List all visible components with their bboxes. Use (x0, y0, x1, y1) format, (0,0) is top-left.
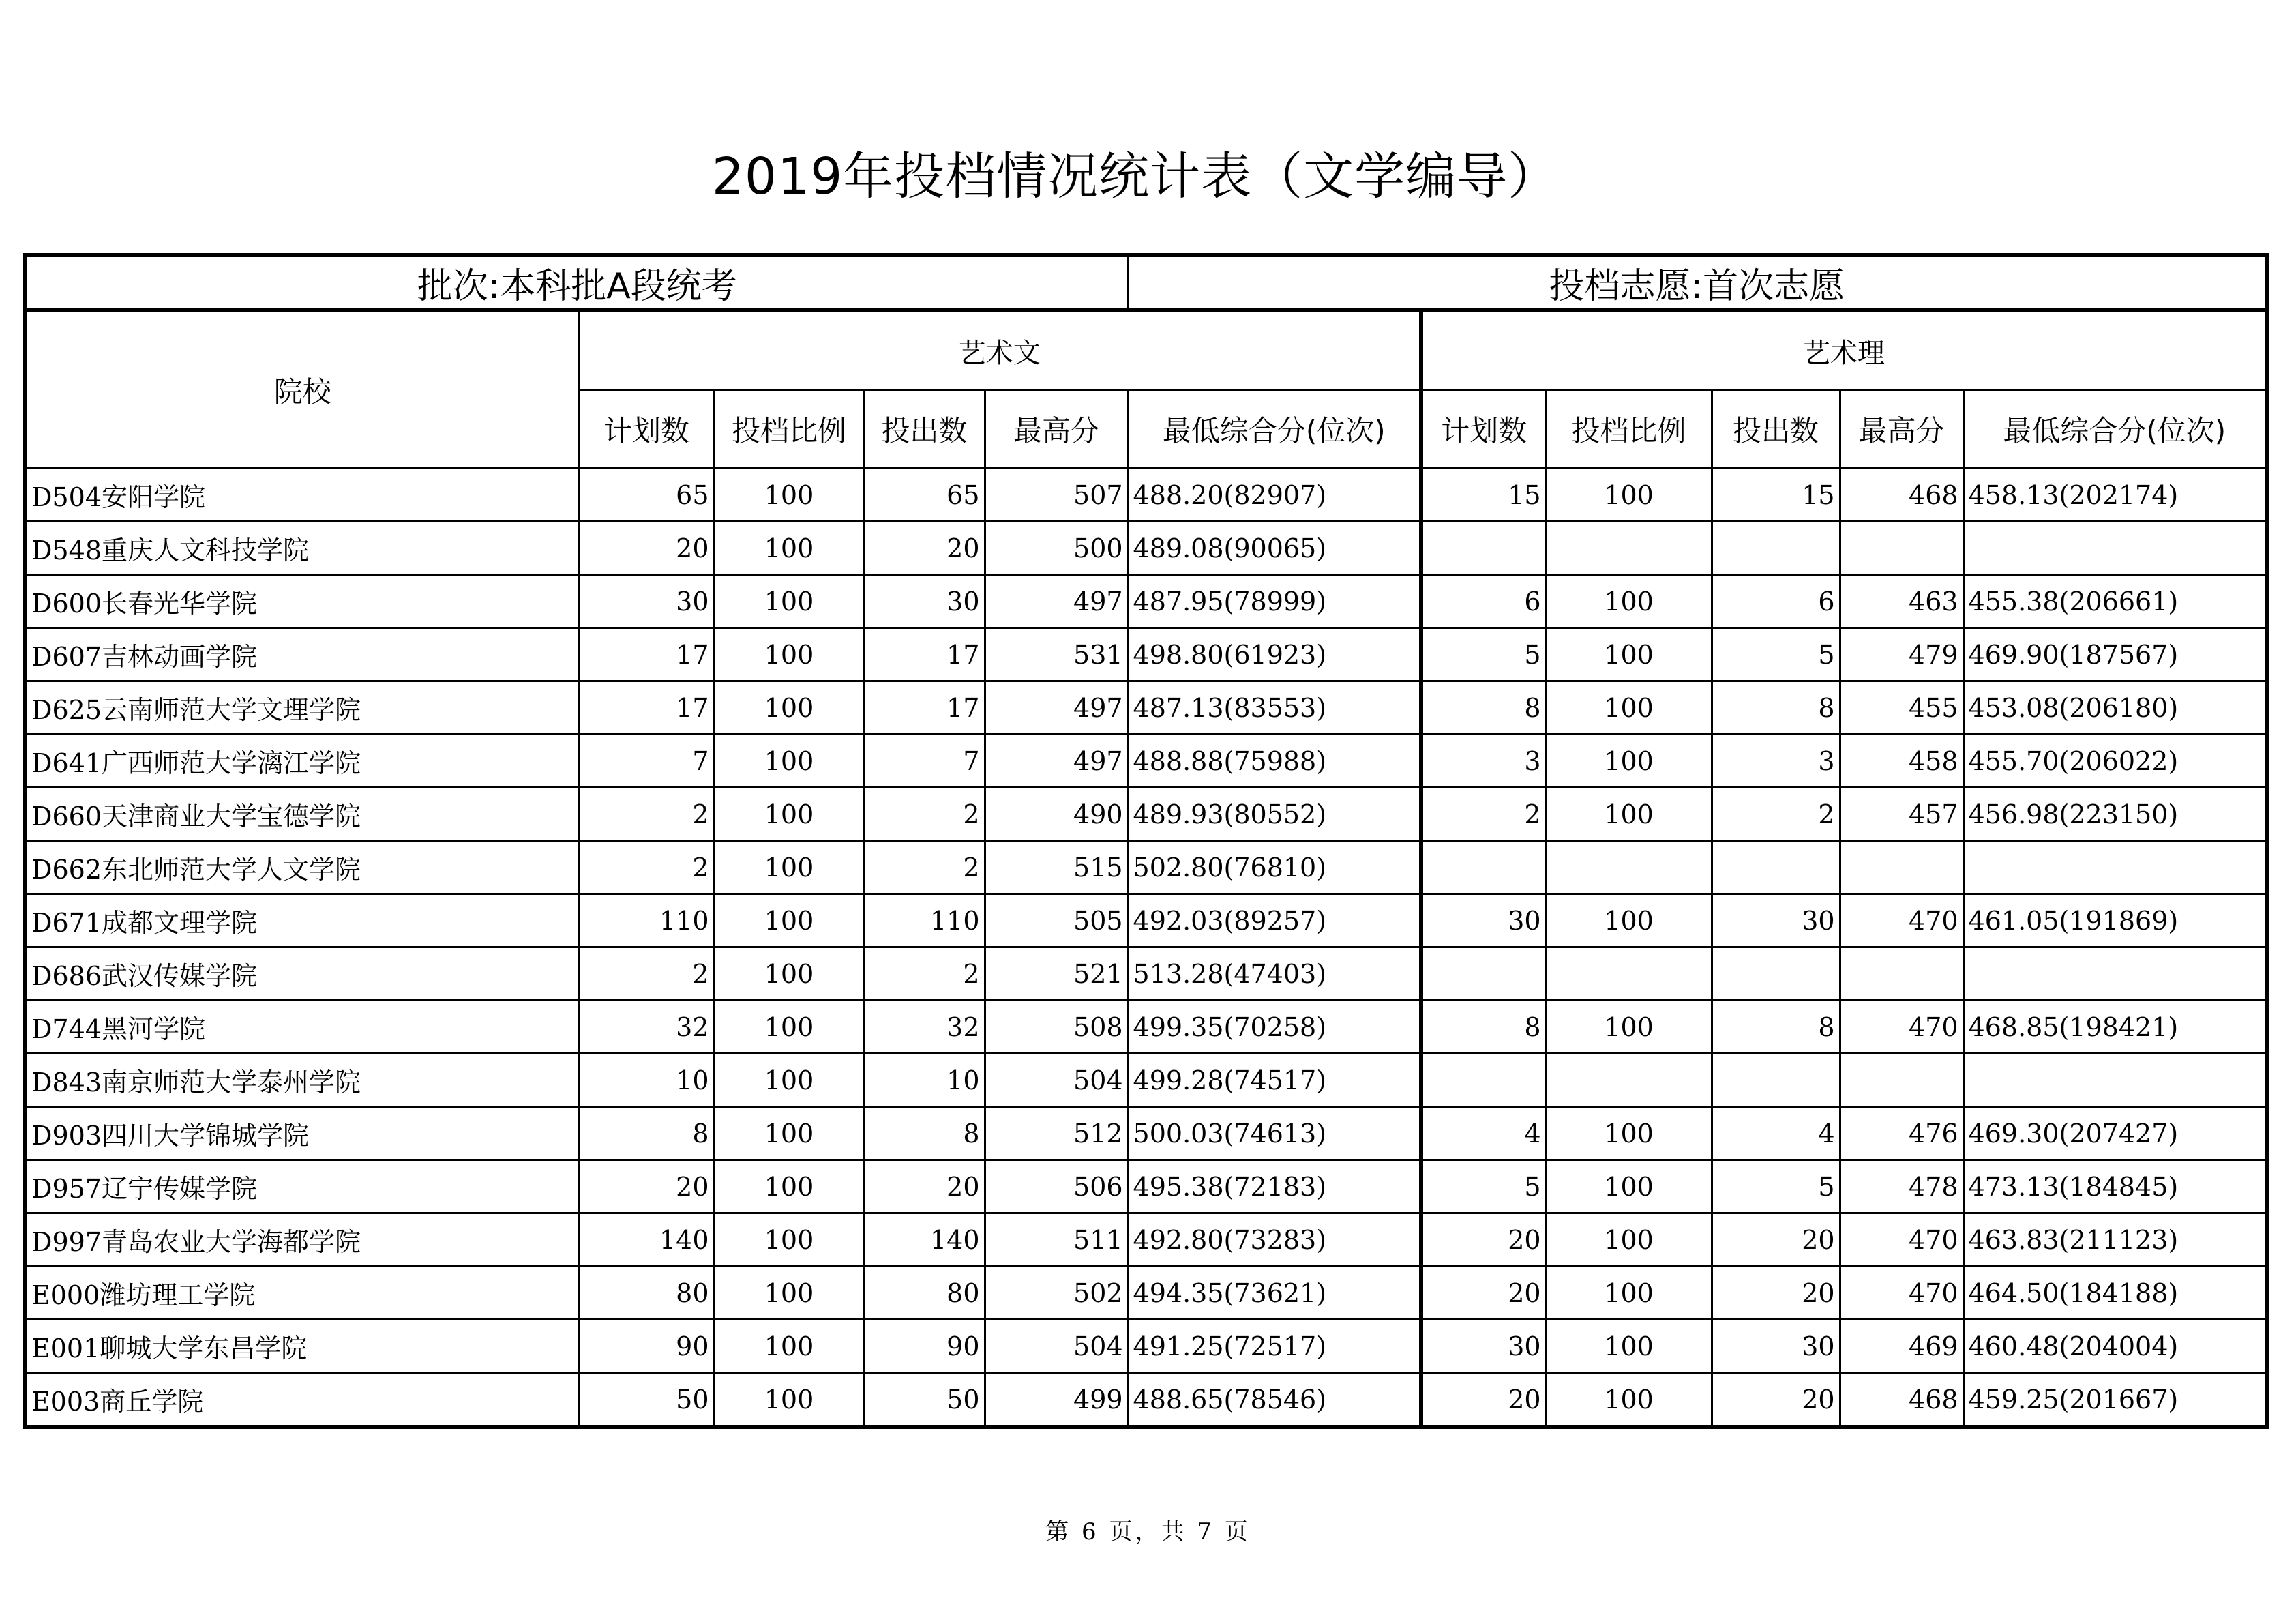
cell-l-min (1963, 841, 2267, 894)
cell-l-ratio: 100 (1546, 1373, 1712, 1428)
header-w-min: 最低综合分(位次) (1128, 390, 1421, 469)
cell-w-plan: 2 (579, 947, 714, 1001)
cell-w-min: 500.03(74613) (1128, 1107, 1421, 1160)
cell-school: D641广西师范大学漓江学院 (25, 735, 579, 788)
cell-school: D671成都文理学院 (25, 894, 579, 947)
cell-l-min: 458.13(202174) (1963, 469, 2267, 522)
table-row (25, 469, 2267, 522)
cell-w-min: 494.35(73621) (1128, 1267, 1421, 1320)
cell-l-out: 8 (1712, 1001, 1840, 1054)
cell-l-min: 473.13(184845) (1963, 1160, 2267, 1213)
table-row (25, 1054, 2267, 1107)
cell-w-ratio: 100 (714, 1267, 864, 1320)
cell-w-ratio: 100 (714, 788, 864, 841)
cell-w-out: 140 (864, 1213, 985, 1267)
cell-l-ratio: 100 (1546, 1001, 1712, 1054)
cell-l-max: 478 (1840, 1160, 1963, 1213)
cell-l-ratio: 100 (1546, 1213, 1712, 1267)
cell-w-max: 531 (985, 628, 1128, 681)
cell-school: D660天津商业大学宝德学院 (25, 788, 579, 841)
cell-l-ratio (1546, 1054, 1712, 1107)
cell-school: D548重庆人文科技学院 (25, 522, 579, 575)
cell-w-ratio: 100 (714, 1107, 864, 1160)
cell-w-plan: 20 (579, 522, 714, 575)
table-row (25, 522, 2267, 575)
table-row (25, 1107, 2267, 1160)
cell-w-min: 488.65(78546) (1128, 1373, 1421, 1428)
cell-l-min: 469.30(207427) (1963, 1107, 2267, 1160)
cell-l-ratio: 100 (1546, 1160, 1712, 1213)
cell-l-plan (1421, 841, 1546, 894)
cell-l-max (1840, 1054, 1963, 1107)
batch-label: 批次:本科批A段统考 (25, 255, 1128, 310)
cell-l-out (1712, 1054, 1840, 1107)
cell-l-ratio: 100 (1546, 469, 1712, 522)
cell-w-plan: 90 (579, 1320, 714, 1373)
cell-w-out: 32 (864, 1001, 985, 1054)
header-l-plan: 计划数 (1421, 390, 1546, 469)
cell-w-ratio: 100 (714, 735, 864, 788)
cell-w-ratio: 100 (714, 469, 864, 522)
cell-school: D903四川大学锦城学院 (25, 1107, 579, 1160)
header-group-li: 艺术理 (1421, 310, 2267, 390)
cell-school: D607吉林动画学院 (25, 628, 579, 681)
table-row (25, 894, 2267, 947)
cell-l-min (1963, 1054, 2267, 1107)
cell-l-max: 463 (1840, 575, 1963, 628)
cell-school: D504安阳学院 (25, 469, 579, 522)
cell-l-min (1963, 947, 2267, 1001)
cell-w-out: 10 (864, 1054, 985, 1107)
cell-w-plan: 17 (579, 628, 714, 681)
cell-l-plan: 2 (1421, 788, 1546, 841)
cell-l-out: 8 (1712, 681, 1840, 735)
header-group-wen: 艺术文 (579, 310, 1421, 390)
cell-l-plan: 3 (1421, 735, 1546, 788)
cell-w-out: 80 (864, 1267, 985, 1320)
cell-l-min: 469.90(187567) (1963, 628, 2267, 681)
cell-l-min: 463.83(211123) (1963, 1213, 2267, 1267)
cell-l-max: 470 (1840, 1213, 1963, 1267)
cell-school: E003商丘学院 (25, 1373, 579, 1428)
cell-l-max: 470 (1840, 1267, 1963, 1320)
cell-w-out: 65 (864, 469, 985, 522)
cell-w-ratio: 100 (714, 522, 864, 575)
cell-w-min: 502.80(76810) (1128, 841, 1421, 894)
cell-w-plan: 20 (579, 1160, 714, 1213)
cell-w-out: 8 (864, 1107, 985, 1160)
cell-w-out: 110 (864, 894, 985, 947)
cell-l-ratio: 100 (1546, 681, 1712, 735)
cell-l-ratio: 100 (1546, 735, 1712, 788)
cell-w-plan: 140 (579, 1213, 714, 1267)
cell-w-out: 2 (864, 788, 985, 841)
cell-l-out: 15 (1712, 469, 1840, 522)
table-row (25, 841, 2267, 894)
cell-w-max: 511 (985, 1213, 1128, 1267)
table-row (25, 1213, 2267, 1267)
cell-w-plan: 50 (579, 1373, 714, 1428)
cell-w-out: 30 (864, 575, 985, 628)
cell-w-plan: 10 (579, 1054, 714, 1107)
page-footer: 第 6 页，共 7 页 (1045, 1518, 1251, 1546)
cell-w-min: 495.38(72183) (1128, 1160, 1421, 1213)
table-row (25, 1160, 2267, 1213)
cell-l-ratio: 100 (1546, 1267, 1712, 1320)
cell-l-plan: 30 (1421, 894, 1546, 947)
cell-w-plan: 110 (579, 894, 714, 947)
cell-l-ratio (1546, 841, 1712, 894)
cell-l-out (1712, 522, 1840, 575)
cell-l-plan: 5 (1421, 628, 1546, 681)
header-group-row (25, 310, 2267, 390)
table-row (25, 1001, 2267, 1054)
cell-w-max: 500 (985, 522, 1128, 575)
cell-w-min: 487.13(83553) (1128, 681, 1421, 735)
cell-l-plan: 15 (1421, 469, 1546, 522)
cell-l-out: 4 (1712, 1107, 1840, 1160)
cell-w-min: 487.95(78999) (1128, 575, 1421, 628)
cell-l-plan: 6 (1421, 575, 1546, 628)
cell-l-ratio (1546, 522, 1712, 575)
cell-l-max: 455 (1840, 681, 1963, 735)
cell-l-plan: 4 (1421, 1107, 1546, 1160)
cell-w-ratio: 100 (714, 841, 864, 894)
cell-w-max: 505 (985, 894, 1128, 947)
cell-l-ratio: 100 (1546, 628, 1712, 681)
cell-w-out: 20 (864, 1160, 985, 1213)
cell-l-ratio: 100 (1546, 788, 1712, 841)
cell-l-ratio: 100 (1546, 575, 1712, 628)
cell-l-out: 20 (1712, 1213, 1840, 1267)
cell-w-ratio: 100 (714, 1160, 864, 1213)
table-row (25, 1373, 2267, 1428)
cell-w-max: 507 (985, 469, 1128, 522)
table-row (25, 1320, 2267, 1373)
cell-w-plan: 30 (579, 575, 714, 628)
cell-l-max: 468 (1840, 469, 1963, 522)
cell-l-min: 459.25(201667) (1963, 1373, 2267, 1428)
cell-w-out: 20 (864, 522, 985, 575)
cell-l-plan: 20 (1421, 1213, 1546, 1267)
cell-l-plan: 20 (1421, 1267, 1546, 1320)
cell-w-min: 488.20(82907) (1128, 469, 1421, 522)
cell-l-max (1840, 522, 1963, 575)
cell-w-plan: 17 (579, 681, 714, 735)
header-l-min: 最低综合分(位次) (1963, 390, 2267, 469)
cell-l-out: 5 (1712, 1160, 1840, 1213)
volunteer-label: 投档志愿:首次志愿 (1128, 255, 2267, 310)
cell-l-plan: 8 (1421, 1001, 1546, 1054)
cell-w-ratio: 100 (714, 1373, 864, 1428)
table-row (25, 1267, 2267, 1320)
cell-w-max: 508 (985, 1001, 1128, 1054)
cell-school: E000潍坊理工学院 (25, 1267, 579, 1320)
page-title: 2019年投档情况统计表（文学编导） (711, 147, 1560, 206)
cell-l-ratio: 100 (1546, 1320, 1712, 1373)
cell-school: D957辽宁传媒学院 (25, 1160, 579, 1213)
table-row (25, 735, 2267, 788)
header-l-out: 投出数 (1712, 390, 1840, 469)
cell-w-max: 512 (985, 1107, 1128, 1160)
header-school: 院校 (25, 310, 579, 469)
cell-l-min: 461.05(191869) (1963, 894, 2267, 947)
cell-l-max: 458 (1840, 735, 1963, 788)
cell-l-max (1840, 947, 1963, 1001)
cell-w-out: 2 (864, 947, 985, 1001)
cell-l-out: 3 (1712, 735, 1840, 788)
cell-l-max: 470 (1840, 894, 1963, 947)
header-l-ratio: 投档比例 (1546, 390, 1712, 469)
cell-l-max: 470 (1840, 1001, 1963, 1054)
cell-school: D600长春光华学院 (25, 575, 579, 628)
cell-w-min: 499.35(70258) (1128, 1001, 1421, 1054)
cell-l-min: 456.98(223150) (1963, 788, 2267, 841)
cell-l-min: 455.38(206661) (1963, 575, 2267, 628)
cell-l-out: 5 (1712, 628, 1840, 681)
cell-w-ratio: 100 (714, 628, 864, 681)
cell-school: D997青岛农业大学海都学院 (25, 1213, 579, 1267)
cell-w-min: 491.25(72517) (1128, 1320, 1421, 1373)
cell-l-min: 464.50(184188) (1963, 1267, 2267, 1320)
cell-school: D686武汉传媒学院 (25, 947, 579, 1001)
cell-w-max: 515 (985, 841, 1128, 894)
cell-l-min: 468.85(198421) (1963, 1001, 2267, 1054)
cell-w-plan: 7 (579, 735, 714, 788)
header-w-ratio: 投档比例 (714, 390, 864, 469)
cell-w-max: 490 (985, 788, 1128, 841)
cell-l-min: 455.70(206022) (1963, 735, 2267, 788)
cell-l-out: 30 (1712, 894, 1840, 947)
cell-w-max: 497 (985, 735, 1128, 788)
cell-school: D625云南师范大学文理学院 (25, 681, 579, 735)
table-row (25, 628, 2267, 681)
cell-w-plan: 2 (579, 788, 714, 841)
cell-w-out: 2 (864, 841, 985, 894)
cell-w-out: 17 (864, 681, 985, 735)
cell-w-max: 499 (985, 1373, 1128, 1428)
cell-l-plan: 5 (1421, 1160, 1546, 1213)
cell-l-plan (1421, 522, 1546, 575)
table-row (25, 681, 2267, 735)
cell-l-ratio: 100 (1546, 894, 1712, 947)
cell-w-max: 506 (985, 1160, 1128, 1213)
cell-w-min: 489.93(80552) (1128, 788, 1421, 841)
cell-w-ratio: 100 (714, 575, 864, 628)
cell-school: D662东北师范大学人文学院 (25, 841, 579, 894)
cell-w-ratio: 100 (714, 1320, 864, 1373)
cell-l-max (1840, 841, 1963, 894)
cell-w-out: 90 (864, 1320, 985, 1373)
cell-l-out: 2 (1712, 788, 1840, 841)
cell-w-plan: 65 (579, 469, 714, 522)
cell-w-out: 17 (864, 628, 985, 681)
cell-l-plan: 20 (1421, 1373, 1546, 1428)
cell-l-min (1963, 522, 2267, 575)
cell-w-max: 504 (985, 1320, 1128, 1373)
header-w-plan: 计划数 (579, 390, 714, 469)
table-row (25, 575, 2267, 628)
cell-l-out (1712, 841, 1840, 894)
header-w-out: 投出数 (864, 390, 985, 469)
header-l-max: 最高分 (1840, 390, 1963, 469)
cell-w-min: 499.28(74517) (1128, 1054, 1421, 1107)
cell-l-out: 30 (1712, 1320, 1840, 1373)
cell-w-ratio: 100 (714, 1054, 864, 1107)
cell-l-max: 476 (1840, 1107, 1963, 1160)
admission-table (23, 253, 2269, 1429)
cell-l-out: 20 (1712, 1373, 1840, 1428)
cell-l-max: 468 (1840, 1373, 1963, 1428)
cell-l-max: 469 (1840, 1320, 1963, 1373)
cell-l-plan (1421, 947, 1546, 1001)
cell-school: E001聊城大学东昌学院 (25, 1320, 579, 1373)
cell-w-plan: 2 (579, 841, 714, 894)
cell-w-ratio: 100 (714, 894, 864, 947)
cell-w-min: 488.88(75988) (1128, 735, 1421, 788)
cell-w-max: 502 (985, 1267, 1128, 1320)
cell-w-ratio: 100 (714, 1001, 864, 1054)
cell-l-max: 457 (1840, 788, 1963, 841)
cell-w-ratio: 100 (714, 681, 864, 735)
cell-l-min: 453.08(206180) (1963, 681, 2267, 735)
cell-w-out: 7 (864, 735, 985, 788)
batch-row (25, 255, 2267, 310)
cell-school: D744黑河学院 (25, 1001, 579, 1054)
cell-w-ratio: 100 (714, 1213, 864, 1267)
cell-l-ratio (1546, 947, 1712, 1001)
cell-w-min: 489.08(90065) (1128, 522, 1421, 575)
cell-w-out: 50 (864, 1373, 985, 1428)
header-w-max: 最高分 (985, 390, 1128, 469)
cell-w-max: 497 (985, 681, 1128, 735)
cell-w-min: 492.80(73283) (1128, 1213, 1421, 1267)
cell-w-plan: 32 (579, 1001, 714, 1054)
cell-l-max: 479 (1840, 628, 1963, 681)
cell-w-min: 492.03(89257) (1128, 894, 1421, 947)
cell-w-max: 521 (985, 947, 1128, 1001)
cell-w-plan: 80 (579, 1267, 714, 1320)
cell-w-min: 498.80(61923) (1128, 628, 1421, 681)
cell-l-plan (1421, 1054, 1546, 1107)
cell-w-ratio: 100 (714, 947, 864, 1001)
cell-school: D843南京师范大学泰州学院 (25, 1054, 579, 1107)
cell-w-max: 497 (985, 575, 1128, 628)
cell-w-max: 504 (985, 1054, 1128, 1107)
cell-l-min: 460.48(204004) (1963, 1320, 2267, 1373)
cell-l-out: 20 (1712, 1267, 1840, 1320)
cell-l-ratio: 100 (1546, 1107, 1712, 1160)
table-row (25, 788, 2267, 841)
cell-w-plan: 8 (579, 1107, 714, 1160)
table-row (25, 947, 2267, 1001)
cell-l-plan: 30 (1421, 1320, 1546, 1373)
cell-l-plan: 8 (1421, 681, 1546, 735)
cell-w-min: 513.28(47403) (1128, 947, 1421, 1001)
cell-l-out: 6 (1712, 575, 1840, 628)
cell-l-out (1712, 947, 1840, 1001)
